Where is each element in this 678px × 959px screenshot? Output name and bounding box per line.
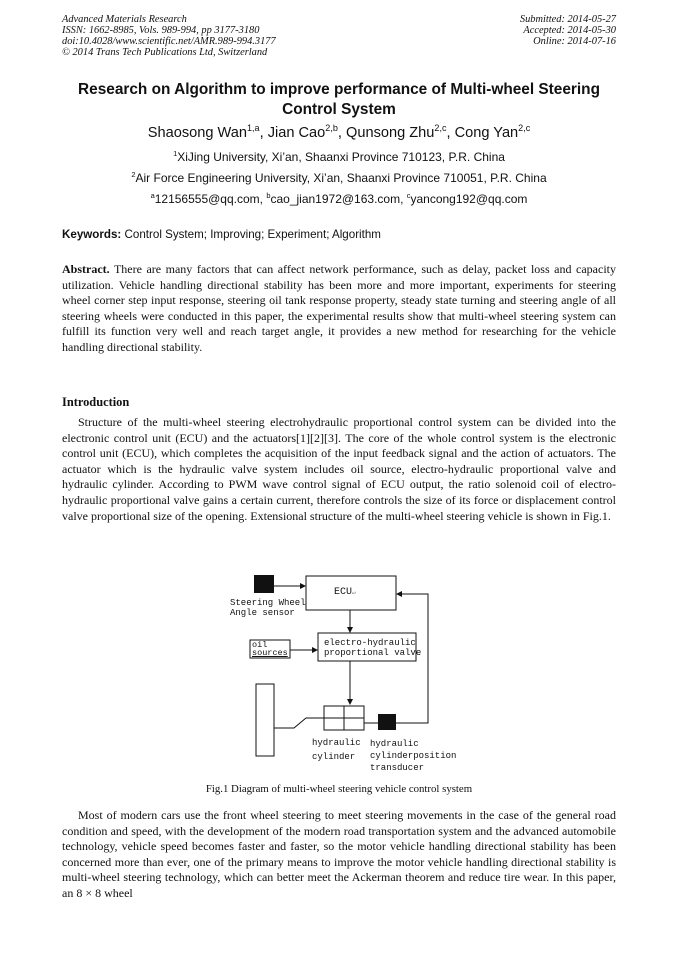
- body-paragraph: Most of modern cars use the front wheel steering to meet steering movements in the case of the general road condition and speed, with the development of the modern road transportation system and the advanced automobile technology, vehicle speed becomes faster and faster, so the motor vehicle handling directional stability has been concerned more than ever, one of the primary means to improve the motor vehicle handling directional stability is multi-wheel steering technology, which can better meet the Ackerman theorem and reduce tire wear. In this paper, an 8 × 8 wheel: [62, 808, 616, 900]
- accepted-date: Accepted: 2014-05-30: [523, 25, 616, 36]
- author: Cong Yan$^{2,c}$: [454, 123, 531, 141]
- section-heading: Introduction: [62, 395, 130, 409]
- affiliation-2: $^2$Air Force Engineering University, Xi’an, Shaanxi Province 710051, P.R. China: [131, 170, 547, 185]
- wheel-bar: [256, 684, 274, 756]
- valve-label: electro-hydraulic proportional valve: [324, 638, 422, 658]
- transducer-label: hydraulic cylinderposition transducer: [370, 739, 457, 773]
- oil-label: oil sources: [252, 640, 288, 658]
- author-list: Shaosong Wan$^{1,a}$, Jian Cao$^{2,b}$, Qunsong Zhu$^{2,c}$, Cong Yan$^{2,c}$: [147, 123, 531, 141]
- keywords: [62, 228, 381, 241]
- abstract-text: There are many factors that can affect network performance, such as delay, packet loss and capacity utilization. Vehicle handling directional stability has been more and more important, experiments for steering wheel corner step input response, steering oil tank response property, steady state turning and steering angle of all steering wheels were conducted in this paper, the experimental results show that multi-wheel steering system can fulfill its function very well and reach target angle, it provides a new method for researching for the vehicle handling directional stability.: [62, 262, 616, 354]
- sensor-label: Steering Wheel Angle sensor: [230, 598, 306, 618]
- author: Shaosong Wan$^{1,a}$: [147, 123, 260, 141]
- paper-title: Research on Algorithm to improve performance of Multi-wheel Steering Control System: [78, 81, 600, 118]
- ecu-label: ECU↵: [334, 587, 356, 598]
- online-date: Online: 2014-07-16: [533, 36, 616, 47]
- keywords-label: Keywords:: [62, 228, 122, 241]
- affiliation-1: $^1$XiJing University, Xi’an, Shaanxi Province 710123, P.R. China: [173, 149, 505, 164]
- journal-header: [62, 14, 276, 58]
- abstract-label: Abstract.: [62, 262, 110, 276]
- dates-header: [520, 14, 616, 47]
- transducer-block: [378, 714, 396, 730]
- doi: doi:10.4028/www.scientific.net/AMR.989-994.3177: [62, 36, 276, 47]
- sensor-block: [254, 575, 274, 593]
- author: Qunsong Zhu$^{2,c}$: [345, 123, 447, 141]
- email-line: $^a$12156555@qq.com, $^b$cao_jian1972@163.com, $^c$yancong192@qq.com: [150, 191, 528, 206]
- copyright: © 2014 Trans Tech Publications Ltd, Switzerland: [62, 47, 268, 58]
- cylinder-label: hydraulic cylinder: [312, 738, 361, 762]
- abstract: [62, 262, 616, 356]
- issn: ISSN: 1662-8985, Vols. 989-994, pp 3177-3180: [62, 25, 260, 36]
- figure-caption: Fig.1 Diagram of multi-wheel steering vehicle control system: [205, 783, 473, 795]
- submitted-date: Submitted: 2014-05-27: [519, 14, 616, 25]
- intro-paragraph: Structure of the multi-wheel steering electrohydraulic proportional control system can be divided into the electronic control unit (ECU) and the actuators[1][2][3]. The core of the whole control system is the electronic control unit (ECU), which completes the acquisition of the input feedback signal and the action of actuators. The actuator which is the hydraulic valve system includes oil source, electro-hydraulic proportional valve and hydraulic cylinder. According to PWM wave control signal of ECU output, the ratio solenoid coil of electro-hydraulic proportional valve gains a certain current, therefore controls the size of its force or displacement control valve proportional size of the opening. Extensional structure of the multi-wheel steering vehicle is shown in Fig.1.: [62, 415, 616, 523]
- keywords-text: Control System; Improving; Experiment; Algorithm: [124, 228, 381, 241]
- journal-name: Advanced Materials Research: [62, 14, 187, 25]
- figure-diagram: [220, 568, 460, 778]
- author: Jian Cao$^{2,b}$: [267, 123, 338, 141]
